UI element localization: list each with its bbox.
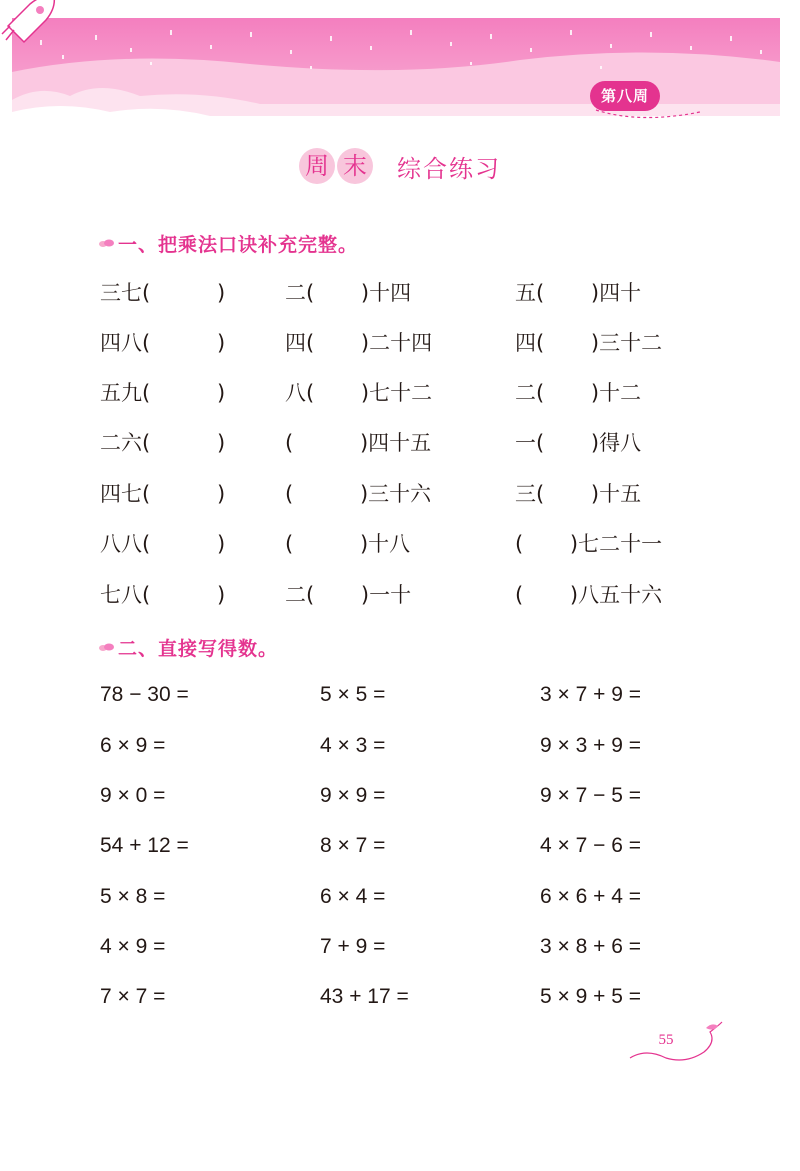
fill-blank-item: 一( )得八 — [515, 431, 642, 455]
fill-blank-item: 四( )三十二 — [515, 331, 663, 355]
page-title — [0, 148, 800, 188]
calc-item: 4 × 3 = — [320, 734, 386, 757]
fill-blank-item: 八( )七十二 — [285, 381, 433, 405]
page-header-banner — [0, 0, 800, 140]
flower-bullet-icon — [98, 237, 116, 249]
table-row — [0, 529, 800, 559]
calc-item: 5 × 8 = — [100, 885, 166, 908]
calc-item: 8 × 7 = — [320, 834, 386, 857]
fill-blank-item: 八八( ) — [100, 532, 226, 556]
calc-item: 5 × 9 + 5 = — [540, 985, 642, 1008]
table-row — [0, 882, 800, 912]
fill-blank-item: 三( )十五 — [515, 482, 642, 506]
fill-blank-item: ( )三十六 — [285, 482, 432, 506]
fill-blank-item: 二( )十二 — [515, 381, 642, 405]
fill-blank-item: ( )七二十一 — [515, 532, 663, 556]
calc-item: 3 × 8 + 6 = — [540, 935, 642, 958]
calc-item: 9 × 9 = — [320, 784, 386, 807]
title-text: 综合练习 — [397, 154, 501, 183]
calc-item: 43 + 17 = — [320, 985, 409, 1008]
fill-blank-item: ( )八五十六 — [515, 583, 663, 607]
calc-item: 7 + 9 = — [320, 935, 386, 958]
fill-blank-item: ( )四十五 — [285, 431, 432, 455]
fill-blank-item: 四八( ) — [100, 331, 226, 355]
calc-item: 9 × 7 − 5 = — [540, 784, 642, 807]
table-row — [0, 932, 800, 962]
fill-blank-item: 五九( ) — [100, 381, 226, 405]
calc-item: 9 × 0 = — [100, 784, 166, 807]
rocket-icon — [0, 0, 60, 44]
table-row — [0, 479, 800, 509]
page-number: 55 — [658, 1032, 674, 1048]
table-row — [0, 982, 800, 1012]
title-char-zhou: 周 — [299, 148, 335, 184]
flower-bullet-icon — [98, 641, 116, 653]
fill-blank-item: 三七( ) — [100, 281, 226, 305]
table-row — [0, 731, 800, 761]
section-1-heading — [98, 230, 358, 257]
calc-item: 9 × 3 + 9 = — [540, 734, 642, 757]
table-row — [0, 680, 800, 710]
calc-item: 78 − 30 = — [100, 683, 189, 706]
table-row — [0, 781, 800, 811]
fill-blank-item: 二六( ) — [100, 431, 226, 455]
calc-item: 5 × 5 = — [320, 683, 386, 706]
calc-item: 6 × 4 = — [320, 885, 386, 908]
fill-blank-item: 二( )一十 — [285, 583, 412, 607]
fill-blank-item: 四七( ) — [100, 482, 226, 506]
fill-blank-item: 七八( ) — [100, 583, 226, 607]
section-2-heading — [98, 634, 278, 661]
calc-item: 7 × 7 = — [100, 985, 166, 1008]
fill-blank-item: 二( )十四 — [285, 281, 412, 305]
week-badge: 第八周 — [590, 81, 660, 111]
fill-blank-item: ( )十八 — [285, 532, 411, 556]
table-row — [0, 580, 800, 610]
section-1-heading-text: 一、把乘法口诀补充完整。 — [118, 234, 359, 256]
fill-blank-item: 四( )二十四 — [285, 331, 433, 355]
section-2-heading-text: 二、直接写得数。 — [118, 638, 279, 660]
calc-item: 4 × 7 − 6 = — [540, 834, 642, 857]
table-row — [0, 328, 800, 358]
calc-item: 54 + 12 = — [100, 834, 189, 857]
table-row — [0, 378, 800, 408]
fill-blank-item: 五( )四十 — [515, 281, 642, 305]
calc-item: 3 × 7 + 9 = — [540, 683, 642, 706]
table-row — [0, 428, 800, 458]
table-row — [0, 278, 800, 308]
title-char-mo: 末 — [337, 148, 373, 184]
calc-item: 6 × 6 + 4 = — [540, 885, 642, 908]
calc-item: 4 × 9 = — [100, 935, 166, 958]
cloud-banner-graphic — [0, 0, 800, 140]
table-row — [0, 831, 800, 861]
calc-item: 6 × 9 = — [100, 734, 166, 757]
